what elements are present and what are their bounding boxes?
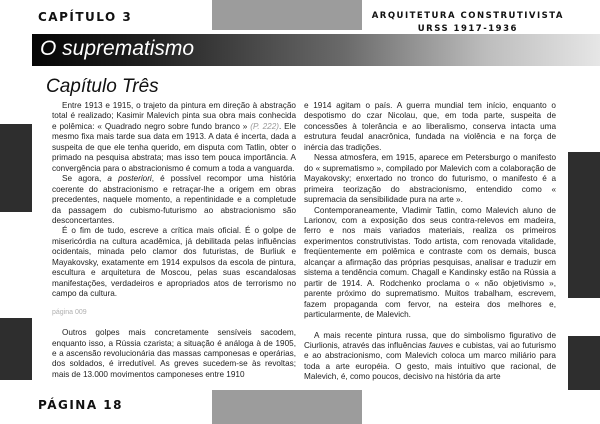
right-margin-bar <box>568 336 600 390</box>
paragraph: Contemporaneamente, Vladimir Tatlin, como Malevich aluno de Larionov, com a exposição dos seus contra-relevos em madeira, ferro e nos mais variados materiais, realiza os primeiros experimentos construtivistas. Todo artista, com renovada vitalidade, freqüentemente em polêmica e contraste com os demais, busca alcançar a afirmação das próprias pesquisas, analisar e traduzir em sistema a tendência comum. Chagall e Kandinsky estão na Rússia a partir de 1914. A. Rodchenko proclama o « não objetivismo », parente próximo do suprematismo. Muitos trabalham, escrevem, fazem propaganda com fervor, na esteira dos melhores e, particularmente, de Malevich. <box>304 205 556 320</box>
paragraph: Outros golpes mais concretamente sensíveis sacodem, enquanto isso, a Rússia czarista; a situação é análoga à de 1905, e a ascensão revolucionária das massas camponesas e operárias, dos soldados, é irredutível. As greves sucedem-se às revoltas; mais de 13.000 movimentos camponeses entre 1910 <box>52 328 296 379</box>
paragraph-text: A mais recente pintura russa, que do simbolismo figurativo de Ciurlionis, através das influências <box>304 330 556 350</box>
italic-term: a posteriori <box>107 174 152 184</box>
footer-gray-block <box>212 390 362 424</box>
paragraph-text: e cubistas, vai ao futurismo e ao abstracionismo, com Malevich coloca um marco miliário para toda a arte européia. O gesto, mais intuitivo que racional, de Malevich, é, como poucos, decisivo na história da arte <box>304 340 557 382</box>
chapter-title: Capítulo Três <box>46 76 159 97</box>
header-gray-block <box>212 0 362 30</box>
page-number: PÁGINA 18 <box>38 398 124 412</box>
left-margin-bar <box>0 318 32 380</box>
right-margin-bar <box>568 152 600 298</box>
left-column <box>52 101 296 380</box>
section-banner <box>32 34 600 66</box>
paragraph: e 1914 agitam o país. A guerra mundial tem início, enquanto o despotismo do czar Nicolau, que, em toda parte, suspeita de concessões à tolerância e ao liberalismo, conserva intacta uma estrutura feudal anacrônica, fundada na violência e na força de inércia das tradições. <box>304 101 556 152</box>
paragraph-text: , é possível recompor uma história coerente do abstracionismo e retraçar-lhe a origem em obras precedentes, naquele momento, a repentinidade e a completude da passagem do cubismo-futurismo ao abstracionismo são desconcertantes. <box>52 174 296 225</box>
book-title: ARQUITETURA CONSTRUTIVISTA <box>371 11 564 21</box>
paragraph <box>52 174 296 226</box>
folio-mark: página 009 <box>52 308 87 316</box>
left-margin-bar <box>0 124 32 212</box>
paragraph <box>52 101 296 174</box>
page-reference: (P. 222) <box>250 121 279 131</box>
italic-term: fauves <box>428 340 454 350</box>
book-subtitle: URSS 1917-1936 <box>417 24 518 34</box>
section-title: O suprematismo <box>40 37 195 60</box>
paragraph <box>304 331 556 383</box>
paragraph-text: Se agora, <box>62 174 108 184</box>
paragraph-text: Entre 1913 e 1915, o trajeto da pintura em direção à abstração total é realizado; Kasimir Malevich pinta sua obra mais conhecida e polêmica: « Quadrado negro sobre fundo branco » <box>52 101 296 131</box>
paragraph-text: . Ele mesmo fixa mais tarde sua data em 1913. A data é incerta, dada a suspeita de que ele tenha querido, em disputa com Tatlin, obter o primado na pesquisa abstrata; mas isso tem pouca importância. A convergência para o abstracionismo é comum a toda a vanguarda. <box>52 121 296 173</box>
chapter-label: CAPÍTULO 3 <box>38 10 133 24</box>
book-header <box>372 10 564 36</box>
right-column <box>304 101 556 383</box>
paragraph: É o fim de tudo, escreve a crítica mais oficial. É o golpe de misericórdia na cultura acadêmica, já debilitada pelas influências ocidentais, minada pelo clamor dos futuristas, de Burliuk e Mayakovsky, exatamente em 1914 expulsos da escola de pintura, escultura e arquitetura de Moscou, pelas suas escandalosas manifestações, verdadeiros e apropriados atos de terrorismo no campo da cultura. <box>52 226 296 299</box>
paragraph: Nessa atmosfera, em 1915, aparece em Petersburgo o manifesto do « suprematismo », compilado por Malevich com a colaboração de Mayakovsky; enxertado no tronco do futurismo, o manifesto é a primeira teorização do abstracionismo, entendido como « supremacia da sensibilidade pura na arte ». <box>304 153 556 205</box>
